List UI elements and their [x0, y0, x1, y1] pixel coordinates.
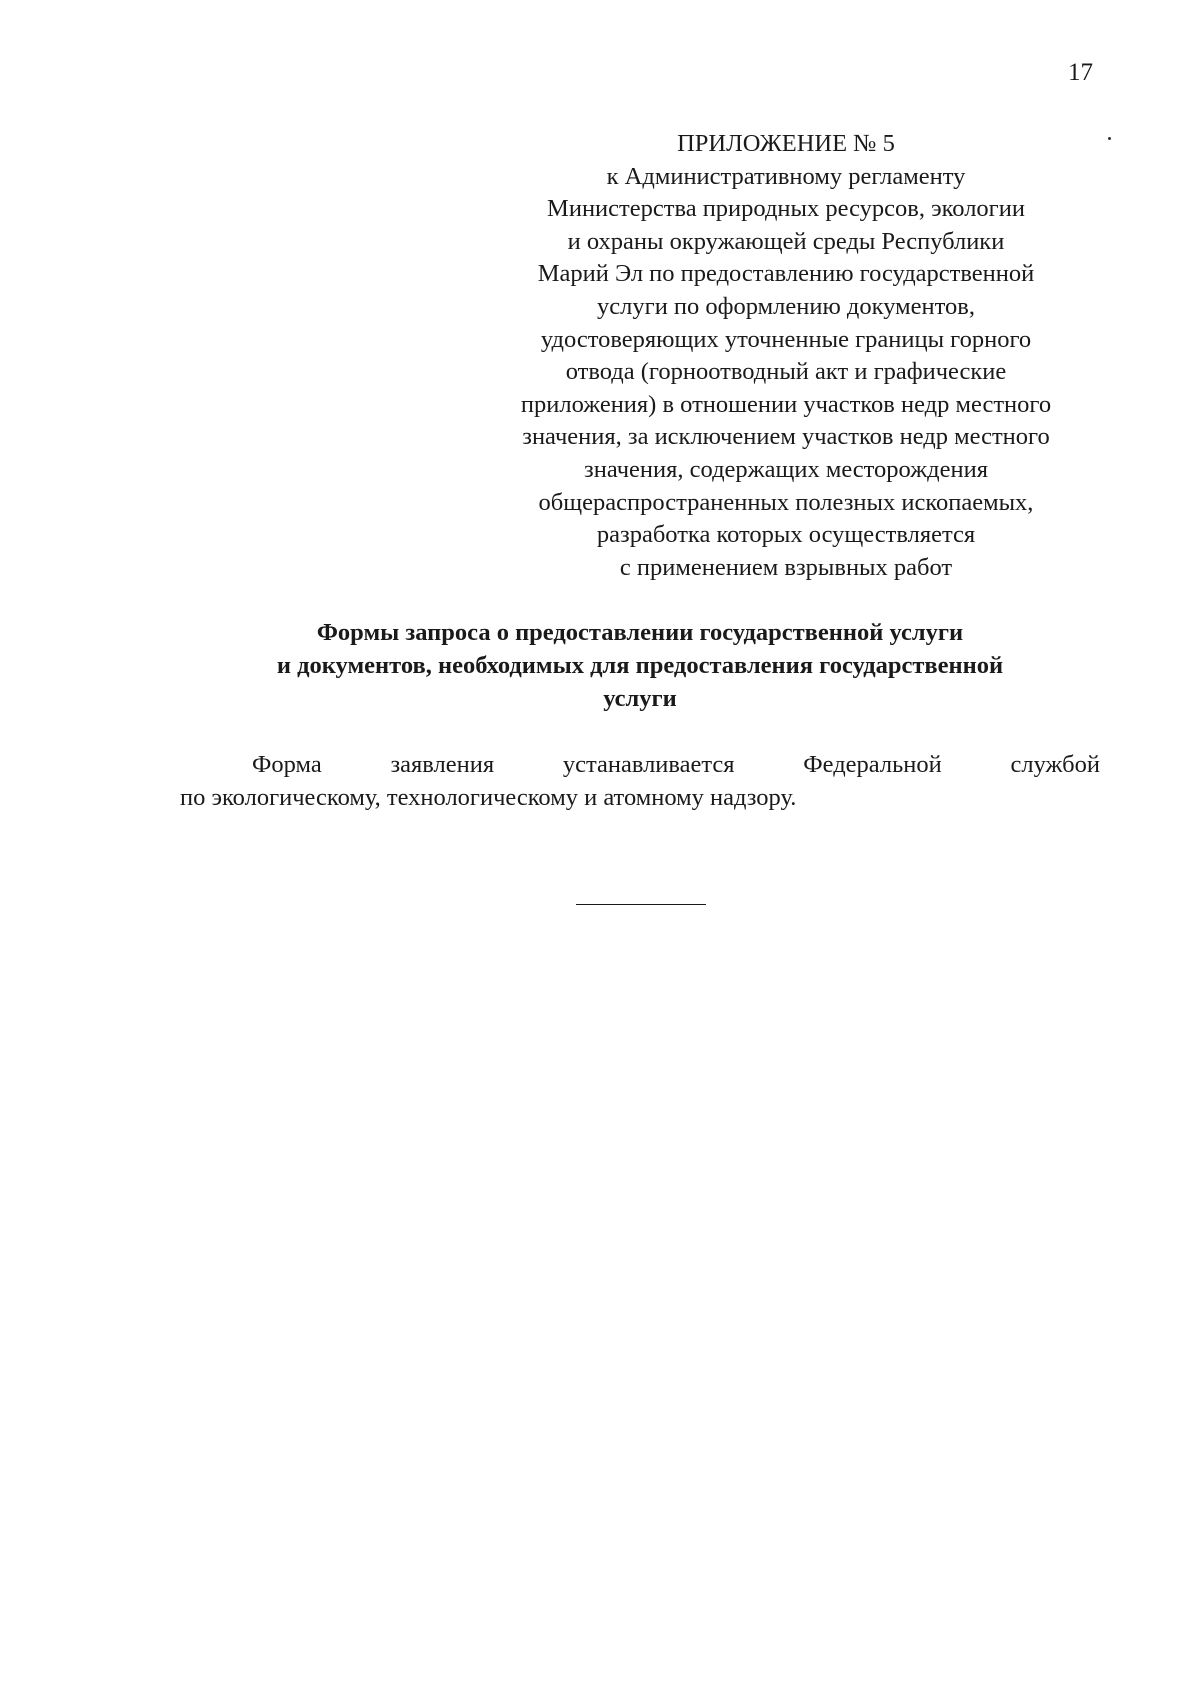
appendix-line: общераспространенных полезных ископаемых, [538, 488, 1034, 516]
appendix-header [472, 128, 1100, 584]
body-word: заявления [390, 751, 495, 778]
body-paragraph [180, 748, 1100, 814]
title-line: и документов, необходимых для предоставления государственной [276, 652, 1004, 679]
body-word: Форма [252, 751, 322, 778]
body-line-last: по экологическому, технологическому и атомному надзору. [180, 784, 797, 811]
appendix-line: и охраны окружающей среды Республики [567, 227, 1005, 255]
appendix-line: с применением взрывных работ [619, 553, 953, 581]
appendix-line: Министерства природных ресурсов, экологии [547, 195, 1025, 223]
title-line: Формы запроса о предоставлении государственной услуги [316, 619, 964, 646]
appendix-line: значения, за исключением участков недр местного [522, 423, 1050, 451]
appendix-line: разработка которых осуществляется [596, 521, 976, 549]
appendix-line: удостоверяющих уточненные границы горного [540, 325, 1032, 353]
page-number: 17 [1068, 59, 1093, 86]
body-word: Федеральной [803, 751, 942, 778]
body-word: устанавливается [562, 751, 735, 778]
appendix-line: к Административному регламенту [606, 162, 966, 190]
document-title [180, 616, 1100, 715]
body-line-justified [180, 748, 1100, 781]
appendix-line: отвода (горноотводный акт и графические [565, 358, 1007, 386]
body-word: службой [1010, 751, 1100, 778]
title-line: услуги [603, 685, 677, 712]
appendix-line: услуги по оформлению документов, [597, 292, 975, 320]
appendix-line: приложения) в отношении участков недр местного [520, 390, 1052, 418]
appendix-line: ПРИЛОЖЕНИЕ № 5 [677, 130, 895, 157]
appendix-line: значения, содержащих месторождения [584, 455, 988, 483]
appendix-line: Марий Эл по предоставлению государственной [537, 260, 1035, 288]
end-rule [576, 904, 706, 905]
speck-mark [1108, 137, 1111, 140]
